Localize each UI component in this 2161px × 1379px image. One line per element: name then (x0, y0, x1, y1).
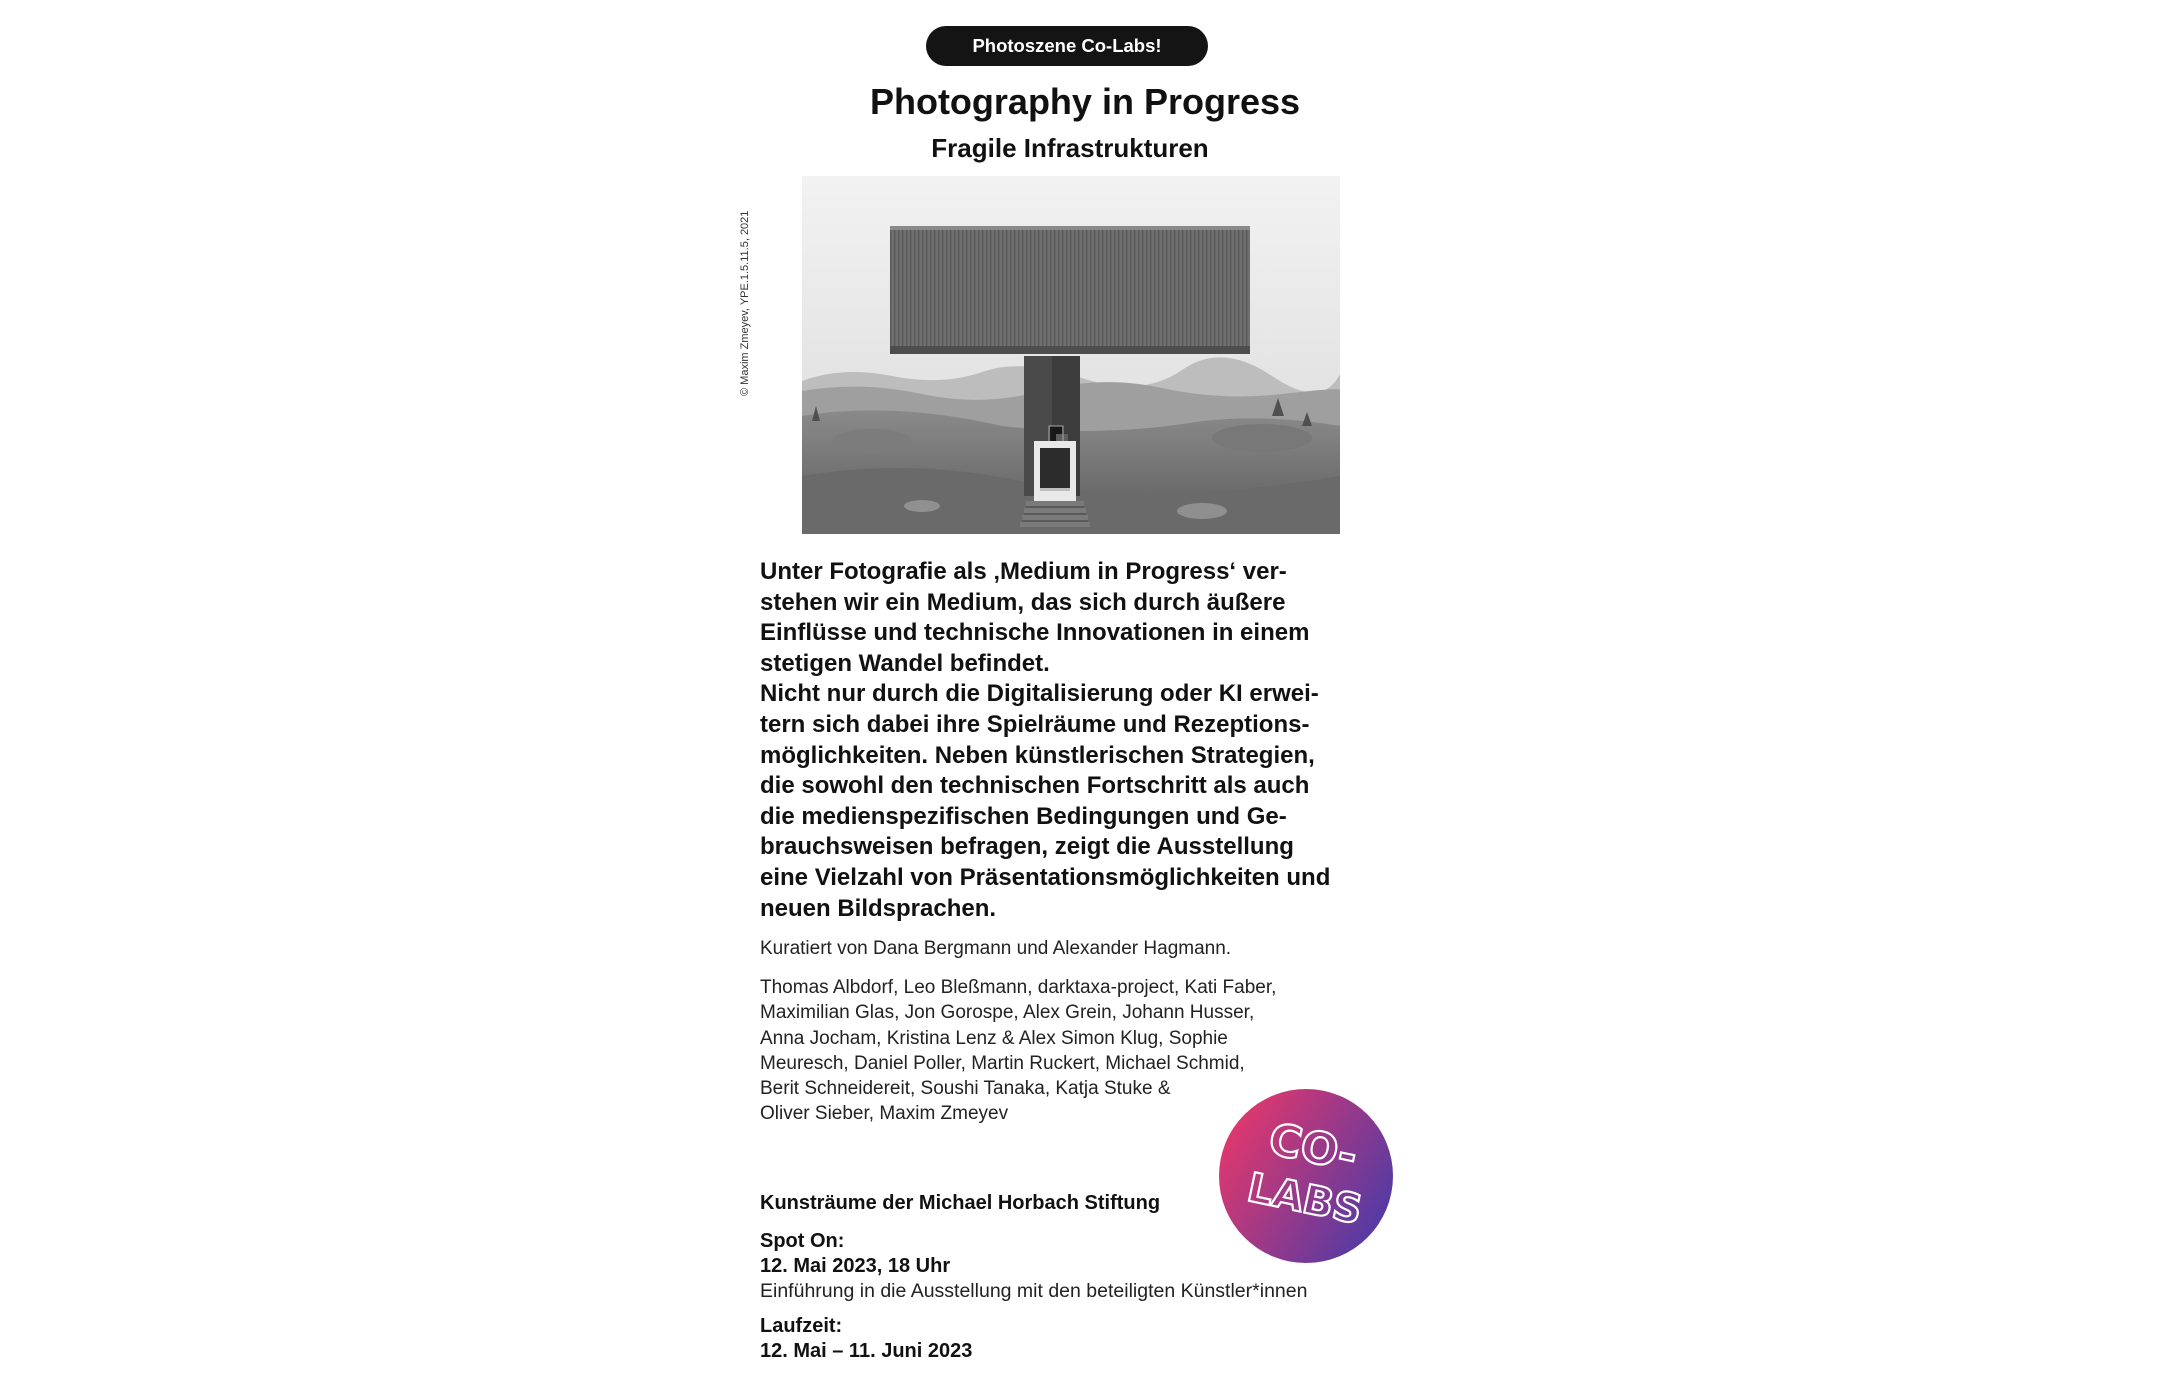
page-subtitle: Fragile Infrastrukturen (931, 133, 1209, 163)
spot-on-section (760, 1229, 1420, 1304)
page-title: Photography in Progress (869, 81, 1301, 122)
photo-credit: © Maxim Zmeyev, YPE.1.5.11.5, 2021 (739, 210, 751, 396)
runtime-dates: 12. Mai – 11. Juni 2023 (760, 1340, 973, 1362)
event-badge: Photoszene Co-Labs! (926, 26, 1208, 66)
logo-line-1: CO- (1264, 1113, 1362, 1182)
runtime-label: Laufzeit: (760, 1315, 843, 1337)
lead-paragraph: Unter Fotografie als ‚Medium in Progress‘ ver- stehen wir ein Medium, das sich durch äußere Einflüsse und technische Innovationen in einem stetigen Wandel befindet. Nicht nur durch die Digitalisierung oder KI erwei- tern sich dabei ihre Spielräume und Rezeptions- möglichkeiten. Neben künstlerischen Strategien, die sowohl den technischen Fortschritt als auch die medienspezifischen Bedingungen und Ge- brauchsweisen befragen, zeigt die Ausstellung eine Vielzahl von Präsentationsmöglichkeiten und neuen Bildsprachen. (760, 558, 1331, 922)
exhibition-photo (802, 176, 1340, 534)
spot-on-date: 12. Mai 2023, 18 Uhr (760, 1255, 951, 1277)
logo-line-2: LABS (1243, 1164, 1367, 1234)
curator-line: Kuratiert von Dana Bergmann und Alexander Hagmann. (760, 938, 1232, 959)
spot-on-description: Einführung in die Ausstellung mit den beteiligten Künstler*innen (760, 1280, 1308, 1302)
venue-name: Kunsträume der Michael Horbach Stiftung (760, 1192, 1161, 1214)
artist-list: Thomas Albdorf, Leo Bleßmann, darktaxa-project, Kati Faber, Maximilian Glas, Jon Gorospe, Alex Grein, Johann Husser, Anna Jocham, Kristina Lenz & Alex Simon Klug, Sophie Meuresch, Daniel Poller, Martin Ruckert, Michael Schmid, Berit Schneidereit, Soushi Tanaka, Katja Stuke & Oliver Sieber, Maxim Zmeyev (760, 977, 1277, 1125)
runtime-section (760, 1314, 1420, 1364)
spot-on-label: Spot On: (760, 1230, 845, 1252)
